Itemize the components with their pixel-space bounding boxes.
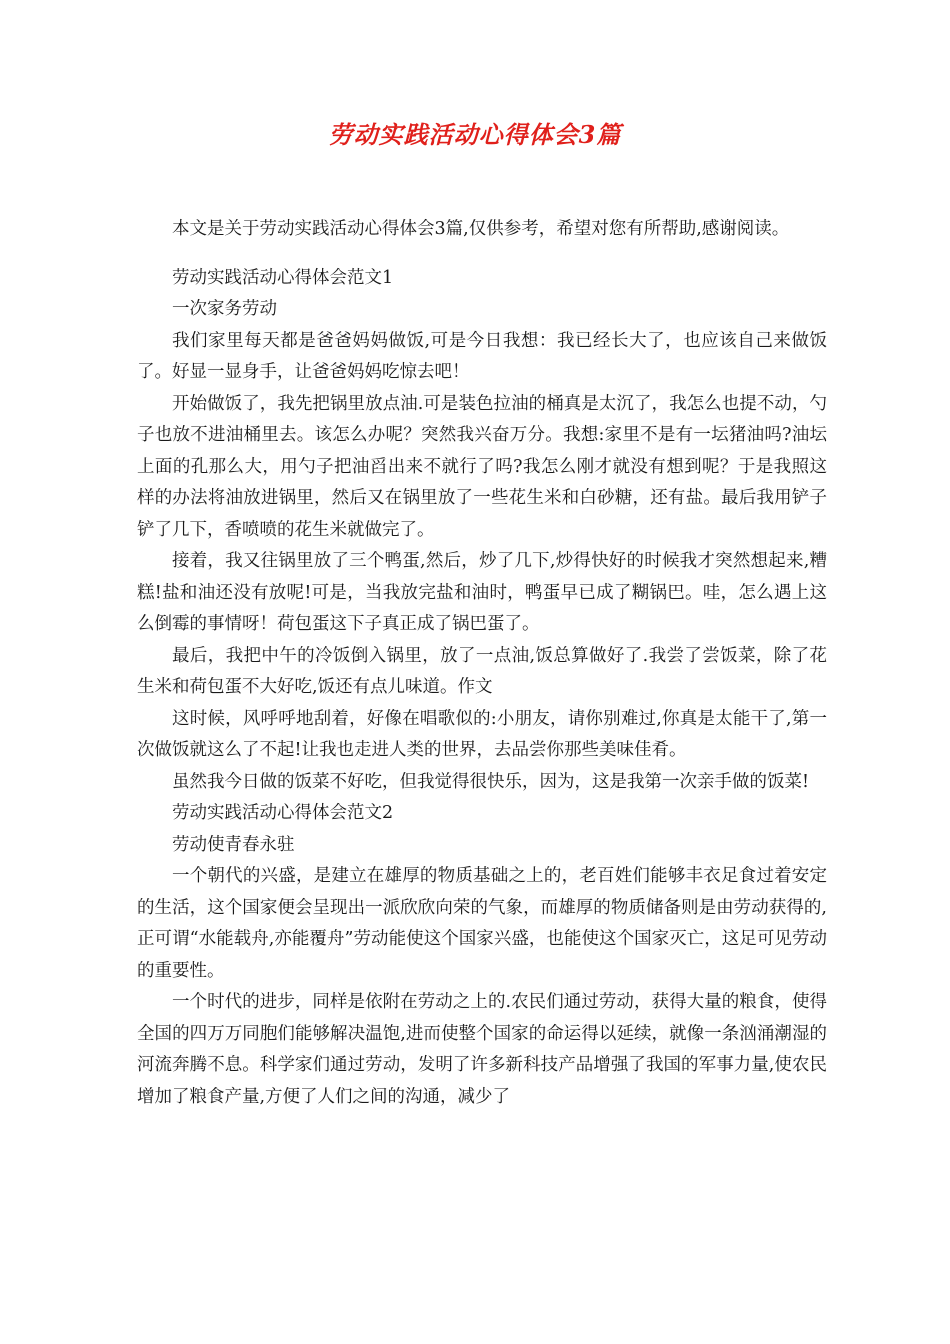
body-paragraph: 我们家里每天都是爸爸妈妈做饭,可是今日我想：我已经长大了，也应该自己来做饭了。好显一显身手，让爸爸妈妈吃惊去吧！ [137,330,827,382]
body-paragraph: 一个时代的进步，同样是依附在劳动之上的.农民们通过劳动，获得大量的粮食，使得全国的四万万同胞们能够解决温饱,进而使整个国家的命运得以延续，就像一条汹涌潮湿的河流奔腾不息。科学家们通过劳动，发明了许多新科技产品增强了我国的军事力量,使农民增加了粮食产量,方便了人们之间的沟通，减少了 [137,992,827,1107]
body-paragraph: 接着，我又往锅里放了三个鸭蛋,然后，炒了几下,炒得快好的时候我才突然想起来,糟糕!盐和油还没有放呢!可是，当我放完盐和油时，鸭蛋早已成了糊锅巴。哇，怎么遇上这么倒霉的事情呀！荷包蛋这下子真正成了锅巴蛋了。 [137,551,827,634]
document-title: 劳动实践活动心得体会3篇 [328,120,622,149]
body-paragraph: 这时候，风呼呼地刮着，好像在唱歌似的:小朋友，请你别难过,你真是太能干了,第一次做饭就这么了不起!让我也走进人类的世界，去品尝你那些美味佳肴。 [137,708,827,760]
body-paragraph: 开始做饭了，我先把锅里放点油.可是装色拉油的桶真是太沉了，我怎么也提不动，勺子也放不进油桶里去。该怎么办呢？突然我兴奋万分。我想:家里不是有一坛猪油吗?油坛上面的孔那么大，用勺子把油舀出来不就行了吗?我怎么刚才就没有想到呢？于是我照这样的办法将油放进锅里，然后又在锅里放了一些花生米和白砂糖，还有盐。最后我用铲子铲了几下，香喷喷的花生米就做完了。 [137,393,827,540]
section-heading-1: 劳动实践活动心得体会范文1 [172,267,394,288]
body-paragraph: 一个朝代的兴盛，是建立在雄厚的物质基础之上的，老百姓们能够丰衣足食过着安定的生活，这个国家便会呈现出一派欣欣向荣的气象，而雄厚的物质储备则是由劳动获得的,正可谓“水能载舟,亦能覆舟”劳动能使这个国家兴盛，也能使这个国家灭亡，这足可见劳动的重要性。 [137,866,827,981]
section-heading-2: 劳动实践活动心得体会范文2 [172,803,394,823]
essay-title-2: 劳动使青春永驻 [172,834,295,855]
intro-paragraph: 本文是关于劳动实践活动心得体会3篇,仅供参考，希望对您有所帮助,感谢阅读。 [172,219,790,239]
essay-title-1: 一次家务劳动 [172,299,277,319]
body-paragraph: 虽然我今日做的饭菜不好吃，但我觉得很快乐，因为，这是我第一次亲手做的饭菜! [172,771,810,792]
body-paragraph: 最后，我把中午的冷饭倒入锅里，放了一点油,饭总算做好了.我尝了尝饭菜，除了花生米和荷包蛋不大好吃,饭还有点儿味道。作文 [137,645,827,697]
document-body [137,214,827,1113]
